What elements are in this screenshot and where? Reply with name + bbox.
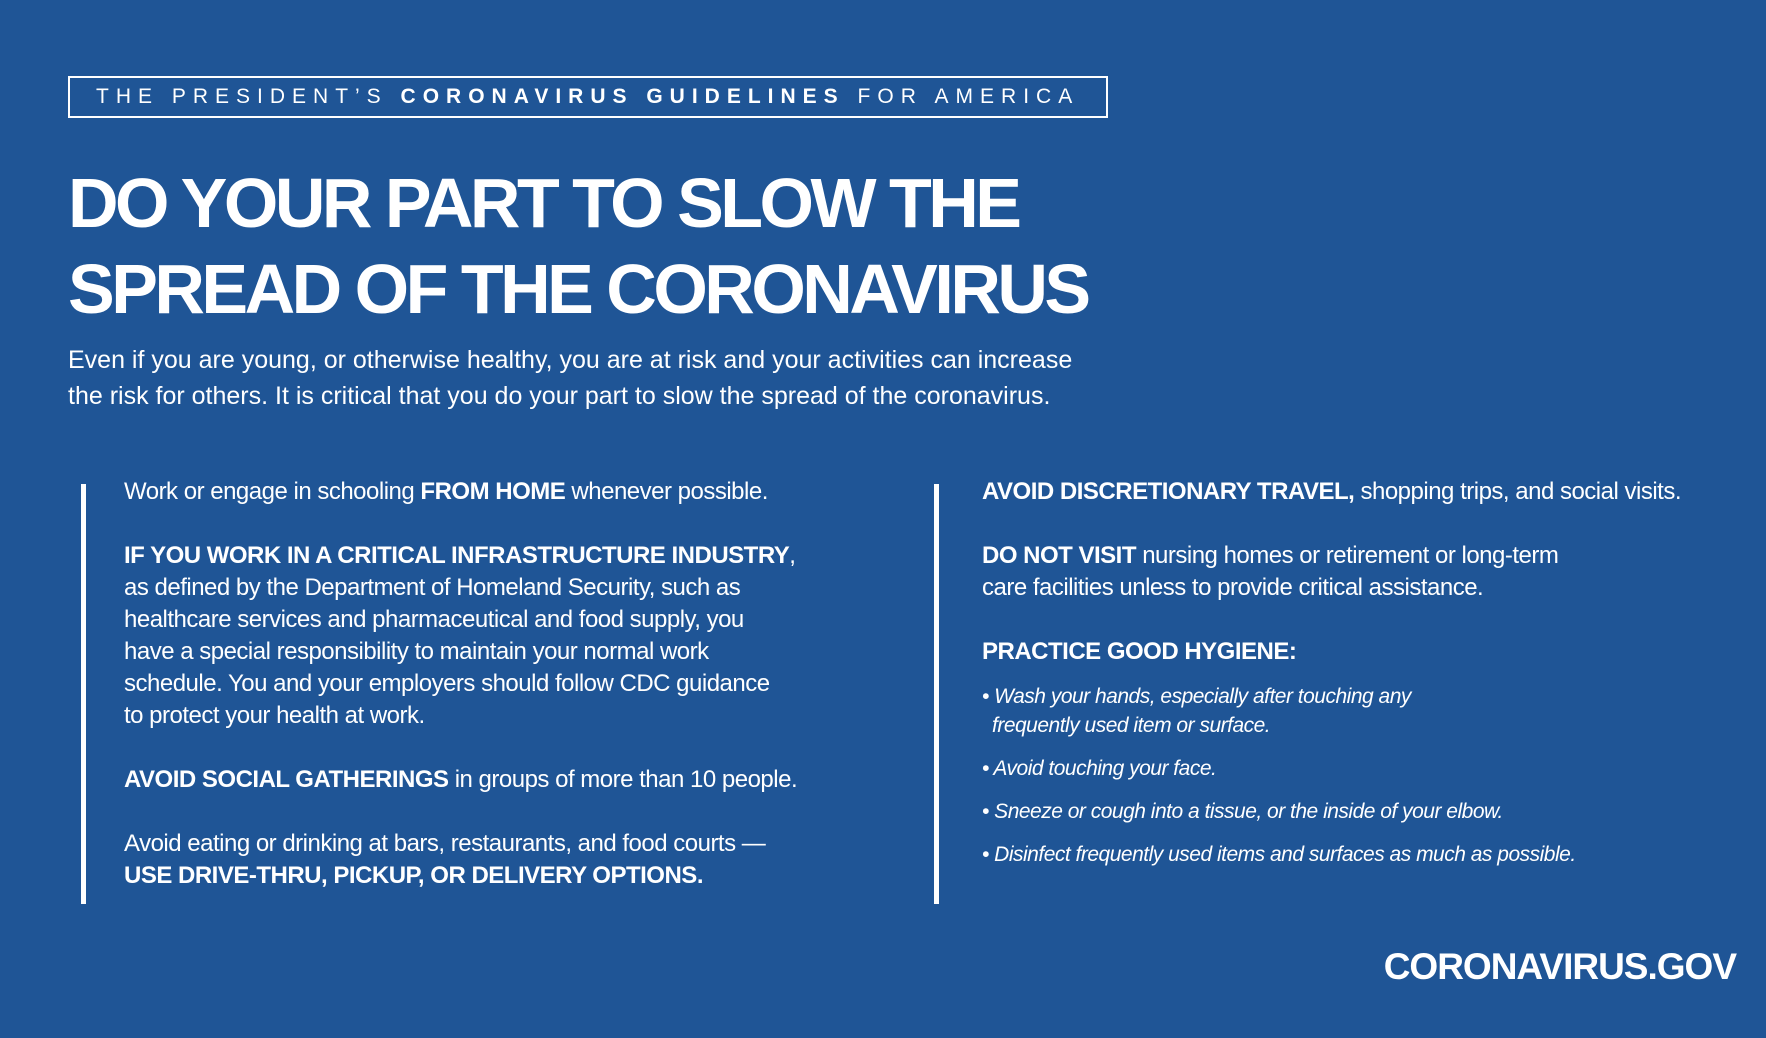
gatherings-guideline-post: in groups of more than 10 people. (454, 766, 798, 793)
intro-paragraph (68, 342, 1228, 414)
page-title (68, 160, 1168, 332)
infrastructure-line: healthcare services and pharmaceutical and food supply, you (124, 606, 744, 633)
right-guidelines-column (934, 478, 1739, 904)
infrastructure-guideline-bold: IF YOU WORK IN A CRITICAL INFRASTRUCTURE INDUSTRY (124, 542, 790, 569)
guidelines-banner (68, 76, 1108, 118)
nursing-home-guideline (982, 540, 1742, 604)
hygiene-item-line-2: frequently used item or surface. (992, 714, 1271, 737)
hygiene-heading: PRACTICE GOOD HYGIENE: (982, 638, 1297, 665)
infrastructure-guideline-comma: , (789, 542, 796, 569)
banner-bold-text: CORONAVIRUS GUIDELINES (400, 85, 845, 108)
title-line-2: SPREAD OF THE CORONAVIRUS (68, 250, 1088, 328)
hygiene-item-line-1: • Avoid touching your face. (982, 757, 1217, 780)
infrastructure-line: as defined by the Department of Homeland Security, such as (124, 574, 741, 601)
nursing-home-guideline-bold: DO NOT VISIT (982, 542, 1137, 569)
hygiene-item-line-1: • Sneeze or cough into a tissue, or the inside of your elbow. (982, 800, 1503, 823)
infrastructure-guideline (124, 540, 864, 732)
nursing-home-guideline-line-2: care facilities unless to provide critical assistance. (982, 574, 1484, 601)
travel-guideline-bold: AVOID DISCRETIONARY TRAVEL, (982, 478, 1355, 505)
hygiene-item-line-1: • Disinfect frequently used items and surfaces as much as possible. (982, 843, 1576, 866)
intro-line-1: Even if you are young, or otherwise healthy, you are at risk and your activities can increase (68, 346, 1073, 374)
banner-prefix: THE PRESIDENT’S (96, 85, 388, 108)
home-guideline-post: whenever possible. (571, 478, 768, 505)
dining-guideline-line-1: Avoid eating or drinking at bars, restaurants, and food courts — (124, 830, 766, 857)
right-column-body (982, 476, 1742, 883)
title-line-1: DO YOUR PART TO SLOW THE (68, 164, 1019, 242)
gatherings-guideline (124, 764, 864, 796)
home-guideline (124, 476, 864, 508)
infrastructure-line: to protect your health at work. (124, 702, 425, 729)
nursing-home-guideline-post: nursing homes or retirement or long-term (1142, 542, 1559, 569)
infrastructure-line: schedule. You and your employers should follow CDC guidance (124, 670, 770, 697)
home-guideline-bold: FROM HOME (420, 478, 566, 505)
travel-guideline (982, 476, 1742, 508)
gatherings-guideline-bold: AVOID SOCIAL GATHERINGS (124, 766, 449, 793)
hygiene-list (982, 682, 1742, 869)
hygiene-item (982, 840, 1742, 869)
hygiene-item (982, 797, 1742, 826)
travel-guideline-post: shopping trips, and social visits. (1360, 478, 1681, 505)
hygiene-item (982, 754, 1742, 783)
dining-guideline-bold: USE DRIVE-THRU, PICKUP, OR DELIVERY OPTIONS. (124, 862, 703, 889)
home-guideline-pre: Work or engage in schooling (124, 478, 415, 505)
infrastructure-line: have a special responsibility to maintain your normal work (124, 638, 709, 665)
dining-guideline (124, 828, 864, 892)
left-column-body (124, 476, 864, 924)
intro-line-2: the risk for others. It is critical that you do your part to slow the spread of the coronavirus. (68, 382, 1051, 410)
hygiene-item-line-1: • Wash your hands, especially after touching any (982, 685, 1411, 708)
banner-suffix: FOR AMERICA (857, 85, 1080, 108)
left-guidelines-column (81, 478, 866, 904)
hygiene-item (982, 682, 1742, 740)
website-url: CORONAVIRUS.GOV (1383, 946, 1736, 987)
